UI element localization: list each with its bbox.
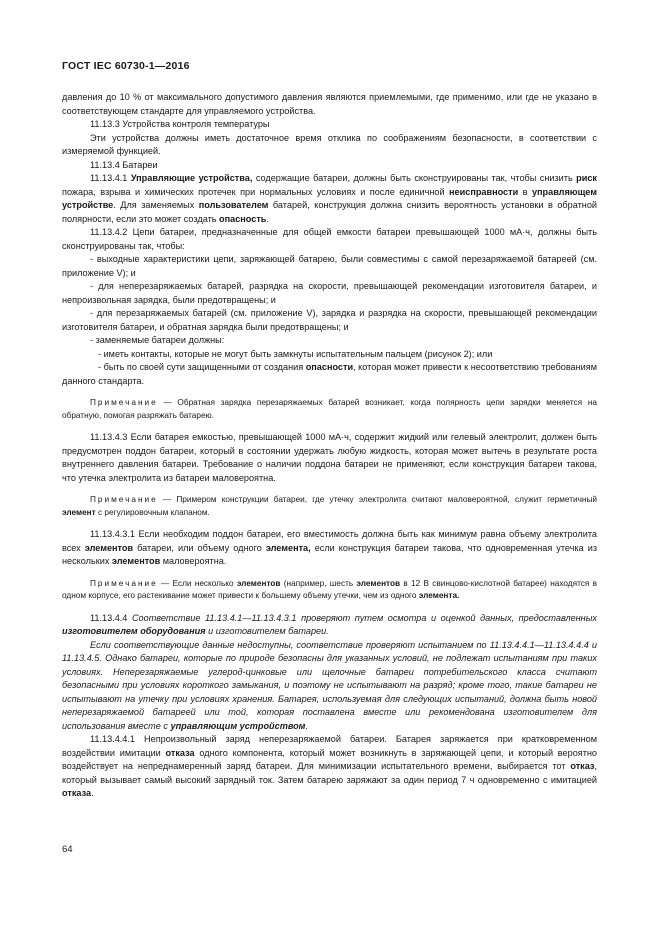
paragraph-11-13-4-4-1: 11.13.4.4.1 Непроизвольный заряд неперезаряжаемой батареи. Батарея заряжается при кратковременном воздействии имитации отказа одного компонента, который может возникнуть в заряжающей цепи, и который вероятно воздействует на непреднамеренный заряд батареи. Для минимизации испытательного времени, выбирается тот отказ, который вызывает самый высокий зарядный ток. Затем батарею заряжают за один период 7 ч одновременно с имитацией отказа.	[62, 734, 598, 798]
document-header: ГОСТ IEC 60730-1—2016	[62, 60, 190, 72]
paragraph-11-13-3: Эти устройства должны иметь достаточное время отклика по соображениям безопасности, в соответствии с измеряемой функцией.	[62, 132, 597, 156]
paragraph-11-13-4-1: 11.13.4.1 Управляющие устройства, содержащие батареи, должны быть сконструированы так, чтобы снизить риск пожара, взрыва и химических протечек при нормальных условиях и после единичной неисправности в управляющем устройстве. Для заменяемых пользователем батарей, конструкция должна снизить вероятность установки в обратной полярности, если это может создать опасность.	[62, 173, 597, 224]
paragraph-compliance-testing: Если соответствующие данные недоступны, соответствие проверяют испытанием по 11.13.4.4.1—11.13.4.4.4 и 11.13.4.5. Однако батареи, которые по природе безопасны для указанных условий, не подлежат испытаниям при таких условиях. Неперезаряжаемые углерод-цинковые или щелочные батареи потребительского класса считают безопасными при условиях короткого замыкания, и поэтому не испытывают на разряд; кроме того, такие батареи не испытывают на утечку при условиях хранения. Батарея, используемая для следующих испытаний, должна быть новой неперезаряжаемой батареей или той, которая поставлена вместе или рекомендована изготовителем для использования вместе с управляющим устройством.	[62, 639, 597, 731]
note: Примечание — Примером конструкции батареи, где утечку электролита считают маловероятной, служит герметичный элемент с регулировочным клапаном.	[62, 495, 597, 517]
paragraph-11-13-4-3-1: 11.13.4.3.1 Если необходим поддон батареи, его вместимость должна быть как минимум равна объему электролита всех элементов батареи, или объему одного элемента, если конструкция батареи такова, что одновременная утечка из нескольких элементов маловероятна.	[62, 529, 598, 566]
list-item: - для неперезаряжаемых батарей, разрядка на скорости, превышающей рекомендации изготовителя батареи, и непроизвольная зарядка, были предотвращены; и	[62, 281, 597, 305]
section-heading-11-13-3: 11.13.3 Устройства контроля температуры	[90, 119, 270, 129]
list-item: - для перезаряжаемых батарей (см. приложение V), зарядка и разрядка на скорости, превышающей рекомендации изготовителя батареи, и обратная зарядка были предотвращены; и	[62, 308, 597, 332]
list-item: - заменяемые батареи должны:	[90, 335, 225, 345]
sub-list-item: - быть по своей сути защищенными от создания опасности, которая может привести к несоответствию требованиям данного стандарта.	[62, 362, 597, 386]
page-number: 64	[62, 844, 73, 855]
paragraph-continuation: давления до 10 % от максимального допустимого давления являются приемлемыми, где применимо, или где не указано в соответствующем стандарте для управляемого устройства.	[62, 92, 597, 116]
list-item: - выходные характеристики цепи, заряжающей батарею, были совместимы с самой перезаряжаемой батареей (см. приложение V); и	[62, 254, 597, 278]
document-body	[62, 91, 597, 801]
note: Примечание — Если несколько элементов (например, шесть элементов в 12 В свинцово-кислотной батарее) находятся в одном корпусе, его растекивание может привести к большему объему утечки, чем из одного элемента.	[62, 578, 597, 600]
paragraph-11-13-4-4: 11.13.4.4 Соответствие 11.13.4.1—11.13.4.3.1 проверяют путем осмотра и оценкой данных, предоставленных изготовителем оборудования и изготовителем батареи.	[62, 612, 597, 636]
paragraph-11-13-4-2: 11.13.4.2 Цепи батареи, предназначенные для общей емкости батареи превышающей 1000 мА·ч, должны быть сконструированы так, чтобы:	[62, 227, 597, 251]
note: Примечание — Обратная зарядка перезаряжаемых батарей возникает, когда полярность цепи зарядки меняется на обратную, помогая разряжать батарею.	[62, 398, 597, 420]
section-heading-11-13-4: 11.13.4 Батареи	[90, 159, 158, 170]
paragraph-11-13-4-3: 11.13.4.3 Если батарея емкостью, превышающей 1000 мА·ч, содержит жидкий или гелевый электролит, должен быть предусмотрен поддон батареи, который в состоянии удержать любую жидкость, которая может вытечь в результате роста внутреннего давления батареи. Требование о наличии поддона батареи не применяют, если конструкция батареи такова, что утечка электролита из батареи маловероятна.	[62, 432, 597, 483]
sub-list-item: - иметь контакты, которые не могут быть замкнуты испытательным пальцем (рисунок 2); или	[98, 348, 493, 359]
